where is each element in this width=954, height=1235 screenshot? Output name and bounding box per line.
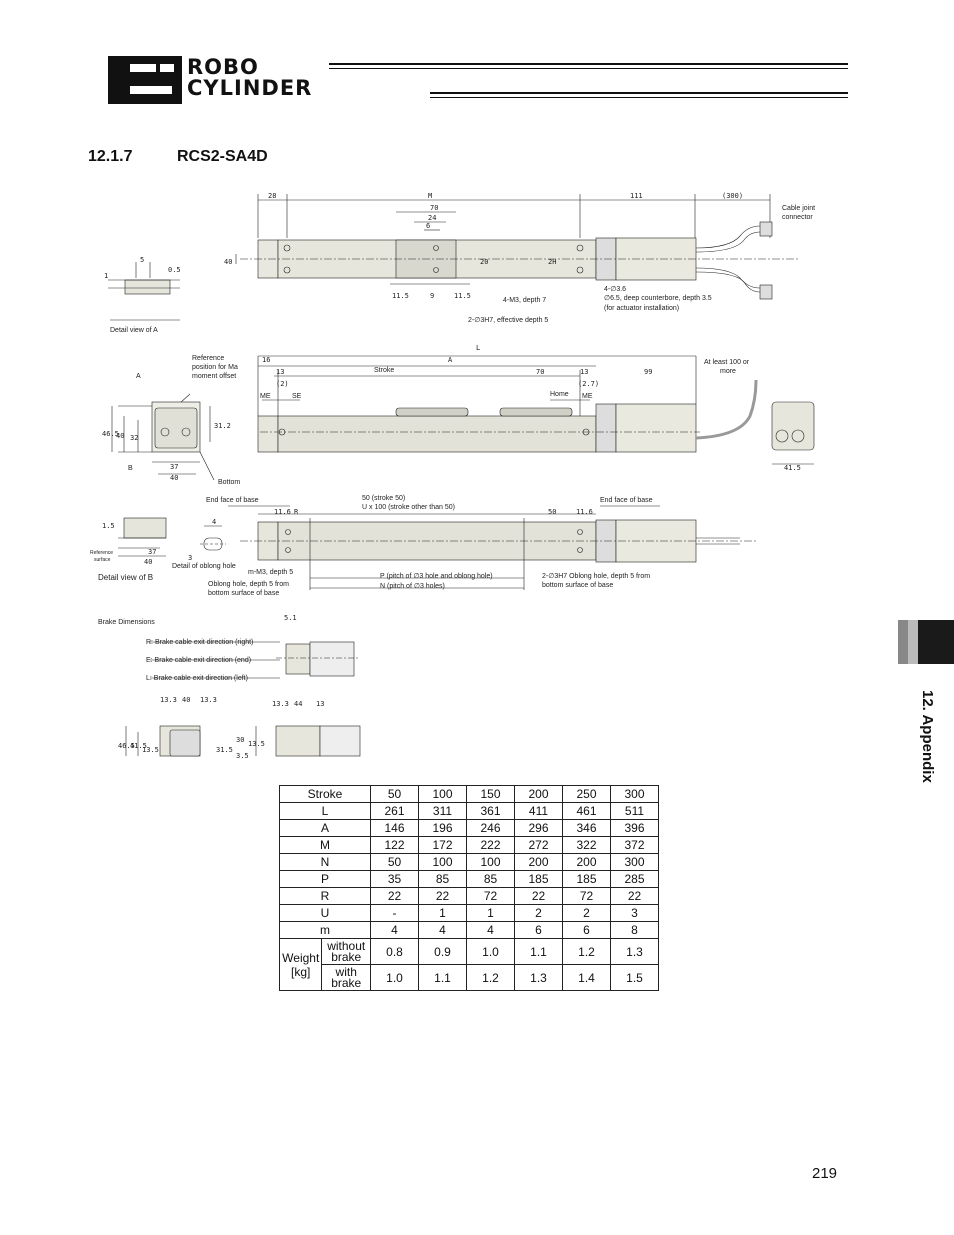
table-cell: 250 bbox=[563, 786, 611, 803]
label-connector: connector bbox=[782, 214, 813, 221]
dim-300: (300) bbox=[722, 192, 744, 200]
table-cell: 50 bbox=[371, 854, 419, 871]
label-stroke: Stroke bbox=[374, 367, 395, 374]
table-cell: 3 bbox=[611, 905, 659, 922]
page-number: 219 bbox=[812, 1165, 838, 1182]
table-cell: 50 bbox=[371, 786, 419, 803]
table-cell: 346 bbox=[563, 820, 611, 837]
dim-11-6-left: 11.6 bbox=[274, 508, 291, 516]
dim-oblong-4: 4 bbox=[212, 518, 217, 526]
detail-b-title: Detail view of B bbox=[98, 573, 154, 582]
dim-brake-30: 30 bbox=[236, 736, 245, 744]
dim-2: (2) bbox=[276, 380, 289, 388]
table-cell: 396 bbox=[611, 820, 659, 837]
top-view bbox=[236, 194, 800, 299]
header-rule-top bbox=[329, 63, 848, 65]
dim-a-0-5: 0.5 bbox=[168, 266, 181, 274]
dim-111: 111 bbox=[630, 192, 643, 200]
detail-a-text bbox=[104, 256, 181, 334]
dim-40-bottom: 40 bbox=[170, 474, 179, 482]
table-cell: 1.0 bbox=[467, 939, 515, 965]
table-cell: 0.9 bbox=[419, 939, 467, 965]
row-label: M bbox=[280, 837, 371, 854]
row-label: L bbox=[280, 803, 371, 820]
dim-brake-13: 13 bbox=[316, 700, 325, 708]
label-b: B bbox=[128, 465, 133, 472]
dim-brake-13-5: 13.5 bbox=[142, 746, 159, 754]
table-cell: 1.3 bbox=[515, 965, 563, 991]
weight-label-1: Weight bbox=[282, 950, 320, 965]
table-cell: 222 bbox=[467, 837, 515, 854]
side-tab-label: 12. Appendix bbox=[919, 690, 936, 783]
table-row bbox=[280, 854, 659, 871]
section-title: RCS2-SA4D bbox=[177, 148, 268, 165]
label-stroke-u: U x 100 (stroke other than 50) bbox=[362, 504, 455, 511]
detail-a-title: Detail view of A bbox=[110, 327, 158, 334]
dim-brake-3-5: 3.5 bbox=[236, 752, 249, 760]
dim-13-right: 13 bbox=[580, 368, 589, 376]
label-end-face-left: End face of base bbox=[206, 497, 259, 504]
table-cell: 300 bbox=[611, 786, 659, 803]
label-counterbore-1: 4-∅3.6 bbox=[604, 286, 627, 293]
dim-l: L bbox=[476, 344, 481, 352]
table-cell: 72 bbox=[467, 888, 515, 905]
dim-2-7: (2.7) bbox=[578, 380, 600, 388]
table-cell: 2 bbox=[515, 905, 563, 922]
table-cell: 196 bbox=[419, 820, 467, 837]
table-cell: 1.1 bbox=[419, 965, 467, 991]
dim-a-5: 5 bbox=[140, 256, 145, 264]
dim-b-37: 37 bbox=[148, 548, 157, 556]
label-at-least: At least 100 or bbox=[704, 359, 750, 366]
table-cell: 22 bbox=[515, 888, 563, 905]
with-label-1: with bbox=[335, 964, 357, 979]
label-n-pitch: N (pitch of ∅3 holes) bbox=[380, 583, 445, 590]
table-row bbox=[280, 922, 659, 939]
rc-logo-icon bbox=[108, 56, 182, 104]
table-cell: - bbox=[371, 905, 419, 922]
header-rule-bottom-thin bbox=[430, 97, 848, 98]
dim-r: R bbox=[294, 508, 299, 516]
dim-5-1: 5.1 bbox=[284, 614, 297, 622]
label-more: more bbox=[720, 368, 736, 375]
table-cell: 85 bbox=[419, 871, 467, 888]
dim-b-40: 40 bbox=[144, 558, 153, 566]
table-cell: 35 bbox=[371, 871, 419, 888]
label-h7: 2-∅3H7, effective depth 5 bbox=[468, 317, 549, 324]
label-end-face-right: End face of base bbox=[600, 497, 653, 504]
table-cell: 200 bbox=[563, 854, 611, 871]
table-cell: 1.1 bbox=[515, 939, 563, 965]
table-row bbox=[280, 905, 659, 922]
table-cell: 122 bbox=[371, 837, 419, 854]
table-row-weight-without bbox=[280, 939, 659, 965]
table-cell: 296 bbox=[515, 820, 563, 837]
table-cell: 461 bbox=[563, 803, 611, 820]
table-cell: 261 bbox=[371, 803, 419, 820]
table-cell: 22 bbox=[419, 888, 467, 905]
table-cell: 1 bbox=[419, 905, 467, 922]
dim-a: A bbox=[448, 356, 453, 364]
table-cell: 411 bbox=[515, 803, 563, 820]
label-p-pitch: P (pitch of ∅3 hole and oblong hole) bbox=[380, 573, 493, 580]
row-label: m bbox=[280, 922, 371, 939]
dim-brake-13-3-a: 13.3 bbox=[160, 696, 177, 704]
label-home: Home bbox=[550, 391, 569, 398]
dim-16: 16 bbox=[262, 356, 271, 364]
table-cell: 4 bbox=[467, 922, 515, 939]
dim-24: 24 bbox=[428, 214, 437, 222]
table-cell: 372 bbox=[611, 837, 659, 854]
table-cell: 300 bbox=[611, 854, 659, 871]
table-row bbox=[280, 888, 659, 905]
table-cell: 311 bbox=[419, 803, 467, 820]
dim-99: 99 bbox=[644, 368, 653, 376]
table-cell: 200 bbox=[515, 786, 563, 803]
table-cell: 1.5 bbox=[611, 965, 659, 991]
logo-wordmark bbox=[187, 57, 312, 99]
dim-brake-13-5-b: 13.5 bbox=[248, 740, 265, 748]
table-cell: 361 bbox=[467, 803, 515, 820]
label-m3: 4-M3, depth 7 bbox=[503, 297, 547, 304]
dim-31-2: 31.2 bbox=[214, 422, 231, 430]
table-cell: 100 bbox=[419, 854, 467, 871]
table-cell: 1.2 bbox=[563, 939, 611, 965]
dim-brake-40: 40 bbox=[182, 696, 191, 704]
table-cell: 172 bbox=[419, 837, 467, 854]
dim-50: 50 bbox=[548, 508, 557, 516]
detail-oblong-title: Detail of oblong hole bbox=[172, 563, 236, 570]
label-h7-oblong-2: bottom surface of base bbox=[542, 582, 614, 589]
dim-11-5-left: 11.5 bbox=[392, 292, 409, 300]
label-oblong-2: bottom surface of base bbox=[208, 590, 280, 597]
table-cell: 1.0 bbox=[371, 965, 419, 991]
side-view-text bbox=[192, 344, 750, 400]
weight-label bbox=[280, 939, 322, 991]
table-cell: 285 bbox=[611, 871, 659, 888]
table-cell: 322 bbox=[563, 837, 611, 854]
table-cell: 1 bbox=[467, 905, 515, 922]
dim-40-front: 40 bbox=[116, 432, 125, 440]
label-oblong-1: Oblong hole, depth 5 from bbox=[208, 581, 289, 588]
table-cell: 6 bbox=[563, 922, 611, 939]
dim-46-5: 46.5 bbox=[102, 430, 119, 438]
dim-32: 32 bbox=[130, 434, 139, 442]
label-reference-2: position for Ma bbox=[192, 364, 238, 371]
table-cell: 246 bbox=[467, 820, 515, 837]
label-a: A bbox=[136, 373, 141, 380]
table-cell: 4 bbox=[419, 922, 467, 939]
label-me-right: ME bbox=[582, 393, 593, 400]
dim-oblong-3: 3 bbox=[188, 554, 193, 562]
header-rule-top-thin bbox=[329, 68, 848, 69]
table-cell: 100 bbox=[467, 854, 515, 871]
dim-40: 40 bbox=[224, 258, 233, 266]
dim-brake-44: 44 bbox=[294, 700, 303, 708]
dim-41-5: 41.5 bbox=[784, 464, 801, 472]
dim-11-6-right: 11.6 bbox=[576, 508, 593, 516]
dim-brake-41-5: 41.5 bbox=[130, 742, 147, 750]
table-cell: 2 bbox=[563, 905, 611, 922]
dim-6: 6 bbox=[426, 222, 431, 230]
dim-70-side: 70 bbox=[536, 368, 545, 376]
row-label: A bbox=[280, 820, 371, 837]
label-h7-oblong-1: 2-∅3H7 Oblong hole, depth 5 from bbox=[542, 573, 651, 580]
table-cell: 146 bbox=[371, 820, 419, 837]
spec-table bbox=[279, 785, 659, 991]
detail-b-view bbox=[118, 518, 166, 556]
table-row bbox=[280, 871, 659, 888]
label-me-left: ME bbox=[260, 393, 271, 400]
table-cell: 272 bbox=[515, 837, 563, 854]
label-counterbore-2: ∅6.5, deep counterbore, depth 3.5 bbox=[604, 295, 712, 302]
end-view bbox=[772, 402, 814, 464]
label-cable-joint: Cable joint bbox=[782, 205, 816, 212]
table-cell: 185 bbox=[515, 871, 563, 888]
label-brake-end: E: Brake cable exit direction (end) bbox=[146, 657, 252, 664]
table-cell: 1.4 bbox=[563, 965, 611, 991]
without-label-2: brake bbox=[331, 949, 362, 964]
with-brake-label bbox=[322, 965, 371, 991]
table-cell: 511 bbox=[611, 803, 659, 820]
dim-brake-13-3-b: 13.3 bbox=[200, 696, 217, 704]
dim-m: M bbox=[428, 192, 433, 200]
table-cell: 6 bbox=[515, 922, 563, 939]
row-label: N bbox=[280, 854, 371, 871]
label-ref-surface-1: Reference bbox=[90, 550, 114, 556]
table-cell: 22 bbox=[611, 888, 659, 905]
logo-line1: ROBO bbox=[187, 55, 259, 79]
table-cell: 22 bbox=[371, 888, 419, 905]
dimension-drawing bbox=[0, 180, 954, 780]
with-label-2: brake bbox=[331, 975, 362, 990]
label-se: SE bbox=[292, 393, 302, 400]
table-cell: 185 bbox=[563, 871, 611, 888]
logo-line2: CYLINDER bbox=[187, 76, 313, 100]
dim-1-5: 1.5 bbox=[102, 522, 115, 530]
label-m-m3: m-M3, depth 5 bbox=[248, 569, 294, 576]
table-cell: 4 bbox=[371, 922, 419, 939]
table-cell: 1.2 bbox=[467, 965, 515, 991]
table-cell: 0.8 bbox=[371, 939, 419, 965]
dim-brake-46-5: 46.5 bbox=[118, 742, 135, 750]
header-stroke: Stroke bbox=[280, 786, 371, 803]
without-brake-label bbox=[322, 939, 371, 965]
table-header-row bbox=[280, 786, 659, 803]
dim-9: 9 bbox=[430, 292, 435, 300]
weight-label-2: [kg] bbox=[291, 964, 311, 979]
label-reference-1: Reference bbox=[192, 355, 225, 362]
label-bottom: Bottom bbox=[218, 479, 241, 486]
table-cell: 200 bbox=[515, 854, 563, 871]
dim-2h: 2H bbox=[548, 258, 557, 266]
dim-70: 70 bbox=[430, 204, 439, 212]
section-number: 12.1.7 bbox=[88, 148, 133, 165]
without-label-1: without bbox=[327, 938, 366, 953]
table-row bbox=[280, 837, 659, 854]
label-brake-right: R: Brake cable exit direction (right) bbox=[146, 639, 254, 646]
row-label: P bbox=[280, 871, 371, 888]
dim-13-left: 13 bbox=[276, 368, 285, 376]
table-row-weight-with bbox=[280, 965, 659, 991]
table-cell: 150 bbox=[467, 786, 515, 803]
dim-brake-13-3-c: 13.3 bbox=[272, 700, 289, 708]
brake-title: Brake Dimensions bbox=[98, 619, 155, 626]
row-label: U bbox=[280, 905, 371, 922]
dim-20: 20 bbox=[480, 258, 489, 266]
table-row bbox=[280, 803, 659, 820]
label-reference-3: moment offset bbox=[192, 373, 237, 380]
table-cell: 8 bbox=[611, 922, 659, 939]
table-cell: 1.3 bbox=[611, 939, 659, 965]
side-view bbox=[170, 356, 756, 452]
oblong-detail-view bbox=[200, 526, 226, 550]
table-row bbox=[280, 820, 659, 837]
dim-11-5-right: 11.5 bbox=[454, 292, 471, 300]
dim-a-1: 1 bbox=[104, 272, 109, 280]
label-brake-left: L: Brake cable exit direction (left) bbox=[146, 675, 248, 682]
row-label: R bbox=[280, 888, 371, 905]
header-rule-bottom bbox=[430, 92, 848, 94]
label-counterbore-3: (for actuator installation) bbox=[604, 305, 680, 312]
dim-brake-31-5: 31.5 bbox=[216, 746, 233, 754]
label-stroke-50: 50 (stroke 50) bbox=[362, 495, 406, 502]
table-cell: 85 bbox=[467, 871, 515, 888]
dim-37: 37 bbox=[170, 463, 179, 471]
table-cell: 100 bbox=[419, 786, 467, 803]
label-ref-surface-2: surface bbox=[94, 557, 111, 563]
table-cell: 72 bbox=[563, 888, 611, 905]
dim-28: 28 bbox=[268, 192, 277, 200]
